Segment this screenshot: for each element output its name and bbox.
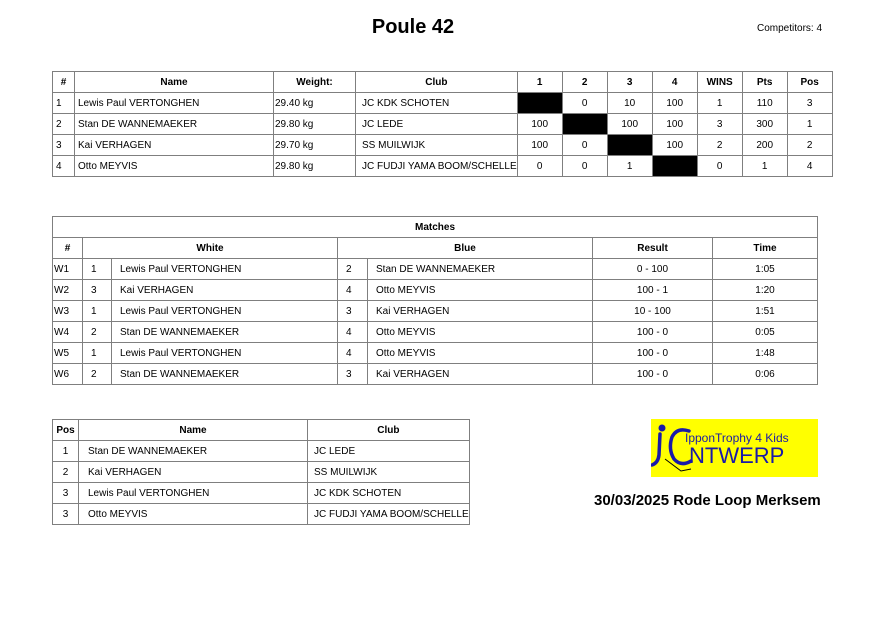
match-white-name: Lewis Paul VERTONGHEN bbox=[112, 259, 338, 280]
match-white-num: 1 bbox=[83, 301, 112, 322]
pool-self-cell bbox=[517, 93, 562, 114]
matches-title-row bbox=[53, 217, 818, 238]
ranking-pos: 3 bbox=[53, 483, 79, 504]
match-white-num: 3 bbox=[83, 280, 112, 301]
match-white-name: Stan DE WANNEMAEKER bbox=[112, 364, 338, 385]
ranking-header-row bbox=[53, 420, 470, 441]
pool-header-name: Name bbox=[75, 72, 274, 93]
match-id: W4 bbox=[53, 322, 83, 343]
pool-score: 0 bbox=[562, 135, 607, 156]
logo-line1: IpponTrophy 4 Kids bbox=[685, 431, 789, 445]
pool-pos: 2 bbox=[787, 135, 832, 156]
pool-num: 1 bbox=[53, 93, 75, 114]
pool-wins: 1 bbox=[697, 93, 742, 114]
pool-name: Otto MEYVIS bbox=[75, 156, 274, 177]
pool-table bbox=[52, 71, 833, 177]
match-blue-num: 2 bbox=[338, 259, 368, 280]
match-row bbox=[53, 301, 818, 322]
pool-pts: 200 bbox=[742, 135, 787, 156]
match-time: 1:05 bbox=[713, 259, 818, 280]
pool-name: Kai VERHAGEN bbox=[75, 135, 274, 156]
match-result: 100 - 0 bbox=[593, 364, 713, 385]
match-time: 1:48 bbox=[713, 343, 818, 364]
ranking-header-name: Name bbox=[79, 420, 308, 441]
matches-title: Matches bbox=[53, 217, 818, 238]
pool-score: 10 bbox=[607, 93, 652, 114]
ranking-header-club: Club bbox=[308, 420, 470, 441]
pool-num: 4 bbox=[53, 156, 75, 177]
match-white-num: 2 bbox=[83, 364, 112, 385]
pool-wins: 2 bbox=[697, 135, 742, 156]
pool-weight: 29.80 kg bbox=[274, 156, 356, 177]
match-id: W5 bbox=[53, 343, 83, 364]
pool-row bbox=[53, 156, 833, 177]
pool-self-cell bbox=[652, 156, 697, 177]
match-white-num: 1 bbox=[83, 343, 112, 364]
matches-header-result: Result bbox=[593, 238, 713, 259]
ranking-row bbox=[53, 462, 470, 483]
pool-club: SS MUILWIJK bbox=[356, 135, 518, 156]
judo-figure-icon bbox=[651, 419, 818, 477]
pool-wins: 3 bbox=[697, 114, 742, 135]
pool-weight: 29.40 kg bbox=[274, 93, 356, 114]
match-blue-num: 4 bbox=[338, 280, 368, 301]
match-blue-name: Otto MEYVIS bbox=[368, 343, 593, 364]
pool-score: 100 bbox=[607, 114, 652, 135]
match-white-name: Stan DE WANNEMAEKER bbox=[112, 322, 338, 343]
event-logo bbox=[651, 419, 818, 477]
pool-header-opponent-4: 4 bbox=[652, 72, 697, 93]
pool-header-opponent-3: 3 bbox=[607, 72, 652, 93]
match-white-name: Lewis Paul VERTONGHEN bbox=[112, 301, 338, 322]
pool-pts: 1 bbox=[742, 156, 787, 177]
ranking-club: SS MUILWIJK bbox=[308, 462, 470, 483]
pool-self-cell bbox=[562, 114, 607, 135]
match-blue-num: 4 bbox=[338, 322, 368, 343]
pool-header-num: # bbox=[53, 72, 75, 93]
match-blue-num: 3 bbox=[338, 301, 368, 322]
match-row bbox=[53, 343, 818, 364]
match-blue-num: 3 bbox=[338, 364, 368, 385]
ranking-club: JC LEDE bbox=[308, 441, 470, 462]
ranking-row bbox=[53, 504, 470, 525]
pool-pos: 4 bbox=[787, 156, 832, 177]
pool-num: 3 bbox=[53, 135, 75, 156]
pool-self-cell bbox=[607, 135, 652, 156]
pool-club: JC KDK SCHOTEN bbox=[356, 93, 518, 114]
match-row bbox=[53, 364, 818, 385]
pool-score: 100 bbox=[517, 135, 562, 156]
pool-score: 100 bbox=[652, 135, 697, 156]
pool-header-pos: Pos bbox=[787, 72, 832, 93]
pool-header-weight: Weight: bbox=[274, 72, 356, 93]
pool-weight: 29.80 kg bbox=[274, 114, 356, 135]
pool-score: 100 bbox=[652, 93, 697, 114]
match-row bbox=[53, 280, 818, 301]
pool-header-opponent-2: 2 bbox=[562, 72, 607, 93]
match-row bbox=[53, 322, 818, 343]
pool-num: 2 bbox=[53, 114, 75, 135]
ranking-row bbox=[53, 483, 470, 504]
pool-wins: 0 bbox=[697, 156, 742, 177]
ranking-name: Otto MEYVIS bbox=[79, 504, 308, 525]
pool-club: JC LEDE bbox=[356, 114, 518, 135]
pool-name: Stan DE WANNEMAEKER bbox=[75, 114, 274, 135]
pool-club: JC FUDJI YAMA BOOM/SCHELLE bbox=[356, 156, 518, 177]
ranking-club: JC FUDJI YAMA BOOM/SCHELLE bbox=[308, 504, 470, 525]
match-blue-name: Otto MEYVIS bbox=[368, 322, 593, 343]
match-blue-name: Kai VERHAGEN bbox=[368, 301, 593, 322]
matches-header-white: White bbox=[83, 238, 338, 259]
pool-pos: 3 bbox=[787, 93, 832, 114]
match-time: 1:20 bbox=[713, 280, 818, 301]
competitor-count: Competitors: 4 bbox=[757, 23, 823, 34]
match-blue-name: Kai VERHAGEN bbox=[368, 364, 593, 385]
pool-score: 0 bbox=[517, 156, 562, 177]
pool-row bbox=[53, 93, 833, 114]
match-white-name: Kai VERHAGEN bbox=[112, 280, 338, 301]
match-id: W1 bbox=[53, 259, 83, 280]
ranking-pos: 3 bbox=[53, 504, 79, 525]
match-white-num: 2 bbox=[83, 322, 112, 343]
match-white-num: 1 bbox=[83, 259, 112, 280]
ranking-header-pos: Pos bbox=[53, 420, 79, 441]
match-blue-num: 4 bbox=[338, 343, 368, 364]
match-id: W6 bbox=[53, 364, 83, 385]
pool-pos: 1 bbox=[787, 114, 832, 135]
pool-header-wins: WINS bbox=[697, 72, 742, 93]
event-date-location: 30/03/2025 Rode Loop Merksem bbox=[594, 492, 821, 509]
matches-header-row bbox=[53, 238, 818, 259]
ranking-name: Lewis Paul VERTONGHEN bbox=[79, 483, 308, 504]
ranking-club: JC KDK SCHOTEN bbox=[308, 483, 470, 504]
pool-header-pts: Pts bbox=[742, 72, 787, 93]
match-id: W3 bbox=[53, 301, 83, 322]
page-title: Poule 42 bbox=[371, 16, 455, 38]
match-result: 100 - 0 bbox=[593, 322, 713, 343]
pool-score: 100 bbox=[517, 114, 562, 135]
pool-row bbox=[53, 135, 833, 156]
pool-header-opponent-1: 1 bbox=[517, 72, 562, 93]
pool-row bbox=[53, 114, 833, 135]
matches-header-blue: Blue bbox=[338, 238, 593, 259]
match-row bbox=[53, 259, 818, 280]
pool-score: 0 bbox=[562, 156, 607, 177]
ranking-name: Kai VERHAGEN bbox=[79, 462, 308, 483]
pool-header-club: Club bbox=[356, 72, 518, 93]
ranking-pos: 1 bbox=[53, 441, 79, 462]
pool-pts: 300 bbox=[742, 114, 787, 135]
pool-header-row bbox=[53, 72, 833, 93]
match-result: 10 - 100 bbox=[593, 301, 713, 322]
match-blue-name: Stan DE WANNEMAEKER bbox=[368, 259, 593, 280]
match-result: 100 - 0 bbox=[593, 343, 713, 364]
pool-score: 100 bbox=[652, 114, 697, 135]
match-result: 100 - 1 bbox=[593, 280, 713, 301]
matches-header-time: Time bbox=[713, 238, 818, 259]
pool-score: 1 bbox=[607, 156, 652, 177]
matches-table bbox=[52, 216, 818, 385]
pool-weight: 29.70 kg bbox=[274, 135, 356, 156]
ranking-name: Stan DE WANNEMAEKER bbox=[79, 441, 308, 462]
pool-pts: 110 bbox=[742, 93, 787, 114]
match-white-name: Lewis Paul VERTONGHEN bbox=[112, 343, 338, 364]
match-time: 1:51 bbox=[713, 301, 818, 322]
match-blue-name: Otto MEYVIS bbox=[368, 280, 593, 301]
ranking-table bbox=[52, 419, 470, 525]
pool-score: 0 bbox=[562, 93, 607, 114]
match-id: W2 bbox=[53, 280, 83, 301]
match-time: 0:05 bbox=[713, 322, 818, 343]
matches-header-num: # bbox=[53, 238, 83, 259]
logo-line2: NTWERP bbox=[689, 443, 785, 468]
pool-name: Lewis Paul VERTONGHEN bbox=[75, 93, 274, 114]
match-time: 0:06 bbox=[713, 364, 818, 385]
ranking-pos: 2 bbox=[53, 462, 79, 483]
match-result: 0 - 100 bbox=[593, 259, 713, 280]
ranking-row bbox=[53, 441, 470, 462]
